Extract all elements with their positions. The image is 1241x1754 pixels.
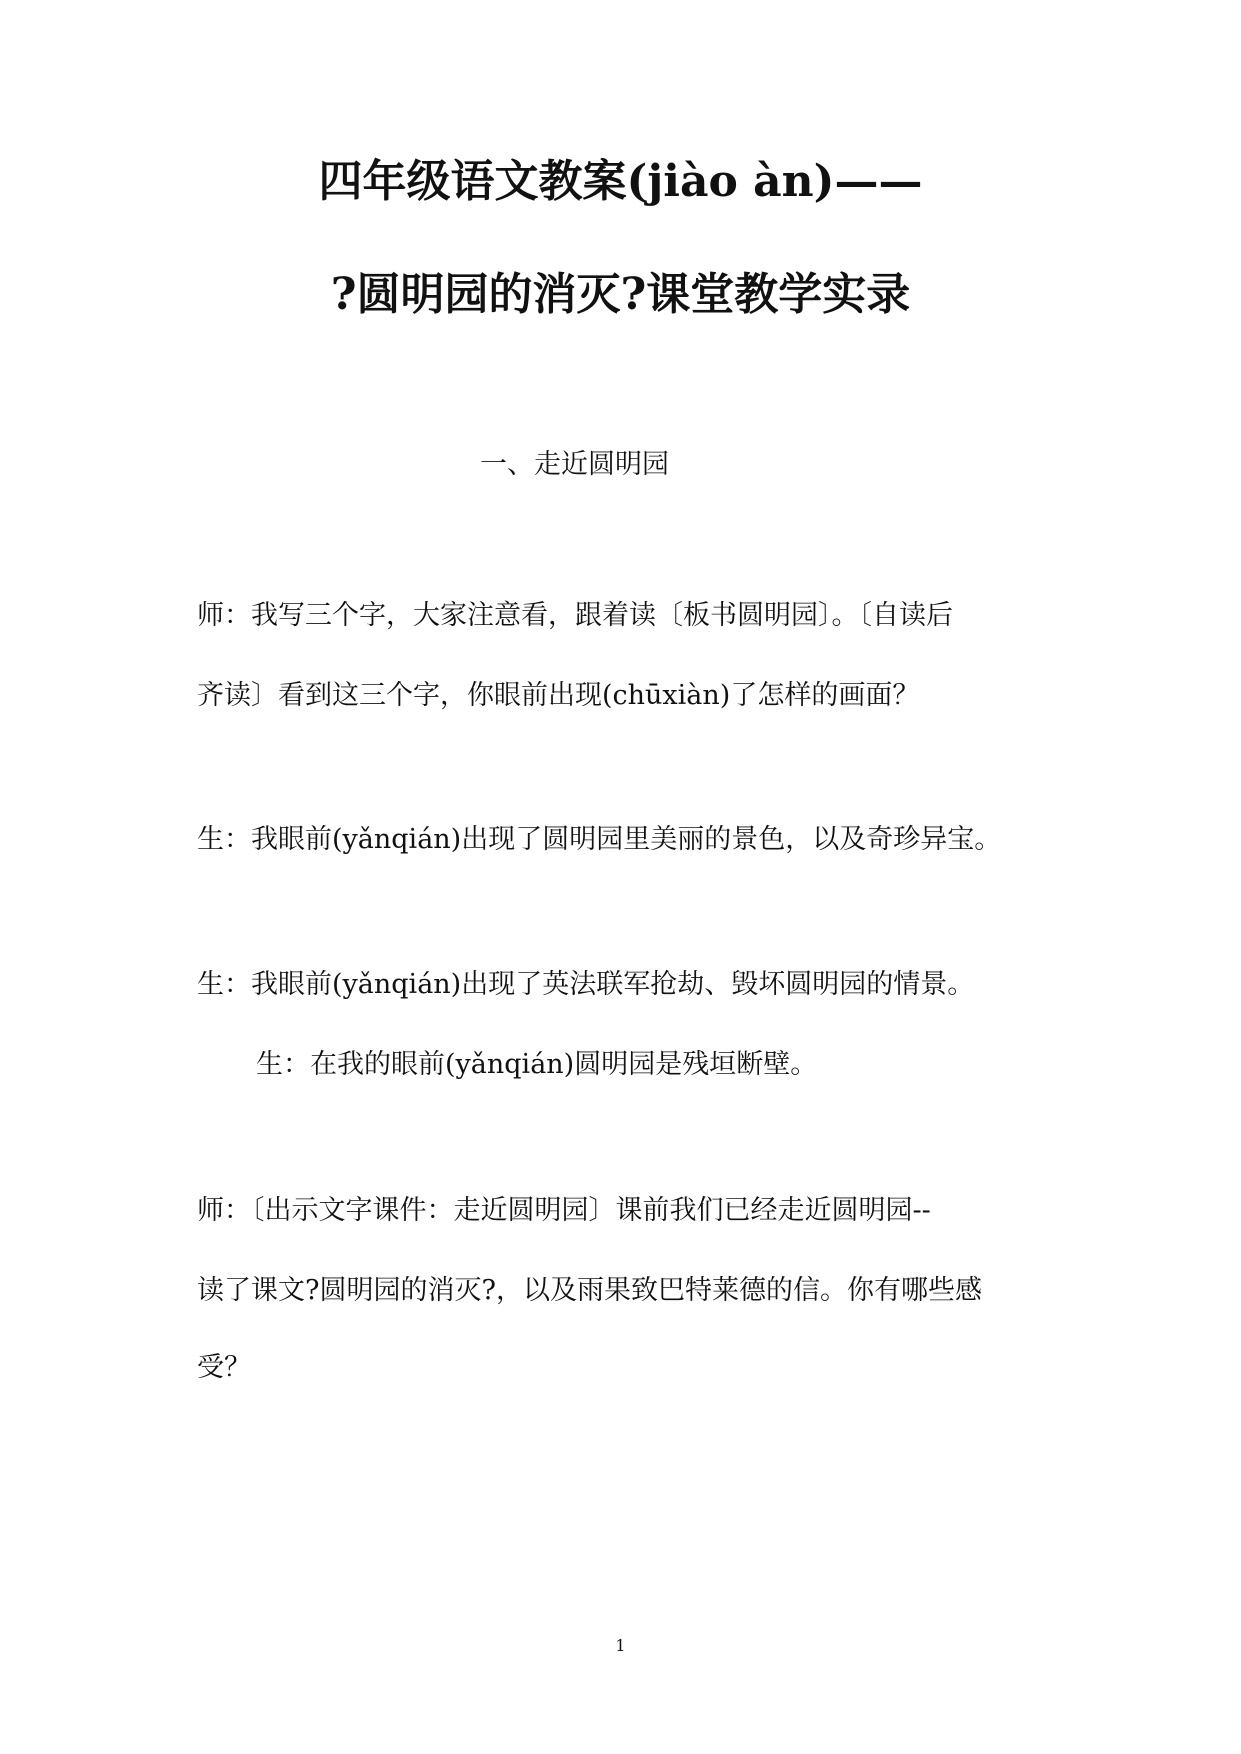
paragraph-line: 师：〔出示文字课件：走近圆明园〕课前我们已经走近圆明园--: [197, 1195, 931, 1226]
paragraph-line: 齐读〕看到这三个字，你眼前出现(chūxiàn)了怎样的画面？: [197, 680, 920, 711]
paragraph-line: 师：我写三个字，大家注意看，跟着读〔板书圆明园〕。〔自读后: [197, 600, 953, 631]
page-number: 1: [615, 1636, 626, 1655]
paragraph-line: 生：我眼前(yǎnqián)出现了英法联军抢劫、毁坏圆明园的情景。: [197, 969, 975, 1000]
paragraph-line: 读了课文?圆明园的消灭?，以及雨果致巴特莱德的信。你有哪些感: [197, 1275, 982, 1306]
section-heading: 一、走近圆明园: [480, 449, 669, 480]
title-line-1: 四年级语文教案(jiào àn)——: [318, 156, 923, 207]
title-line-2: ?圆明园的消灭?课堂教学实录: [330, 269, 911, 320]
paragraph-line: 受？: [197, 1352, 251, 1383]
paragraph-line: 生：在我的眼前(yǎnqián)圆明园是残垣断壁。: [256, 1049, 818, 1080]
paragraph-line: 生：我眼前(yǎnqián)出现了圆明园里美丽的景色，以及奇珍异宝。: [197, 824, 1002, 855]
